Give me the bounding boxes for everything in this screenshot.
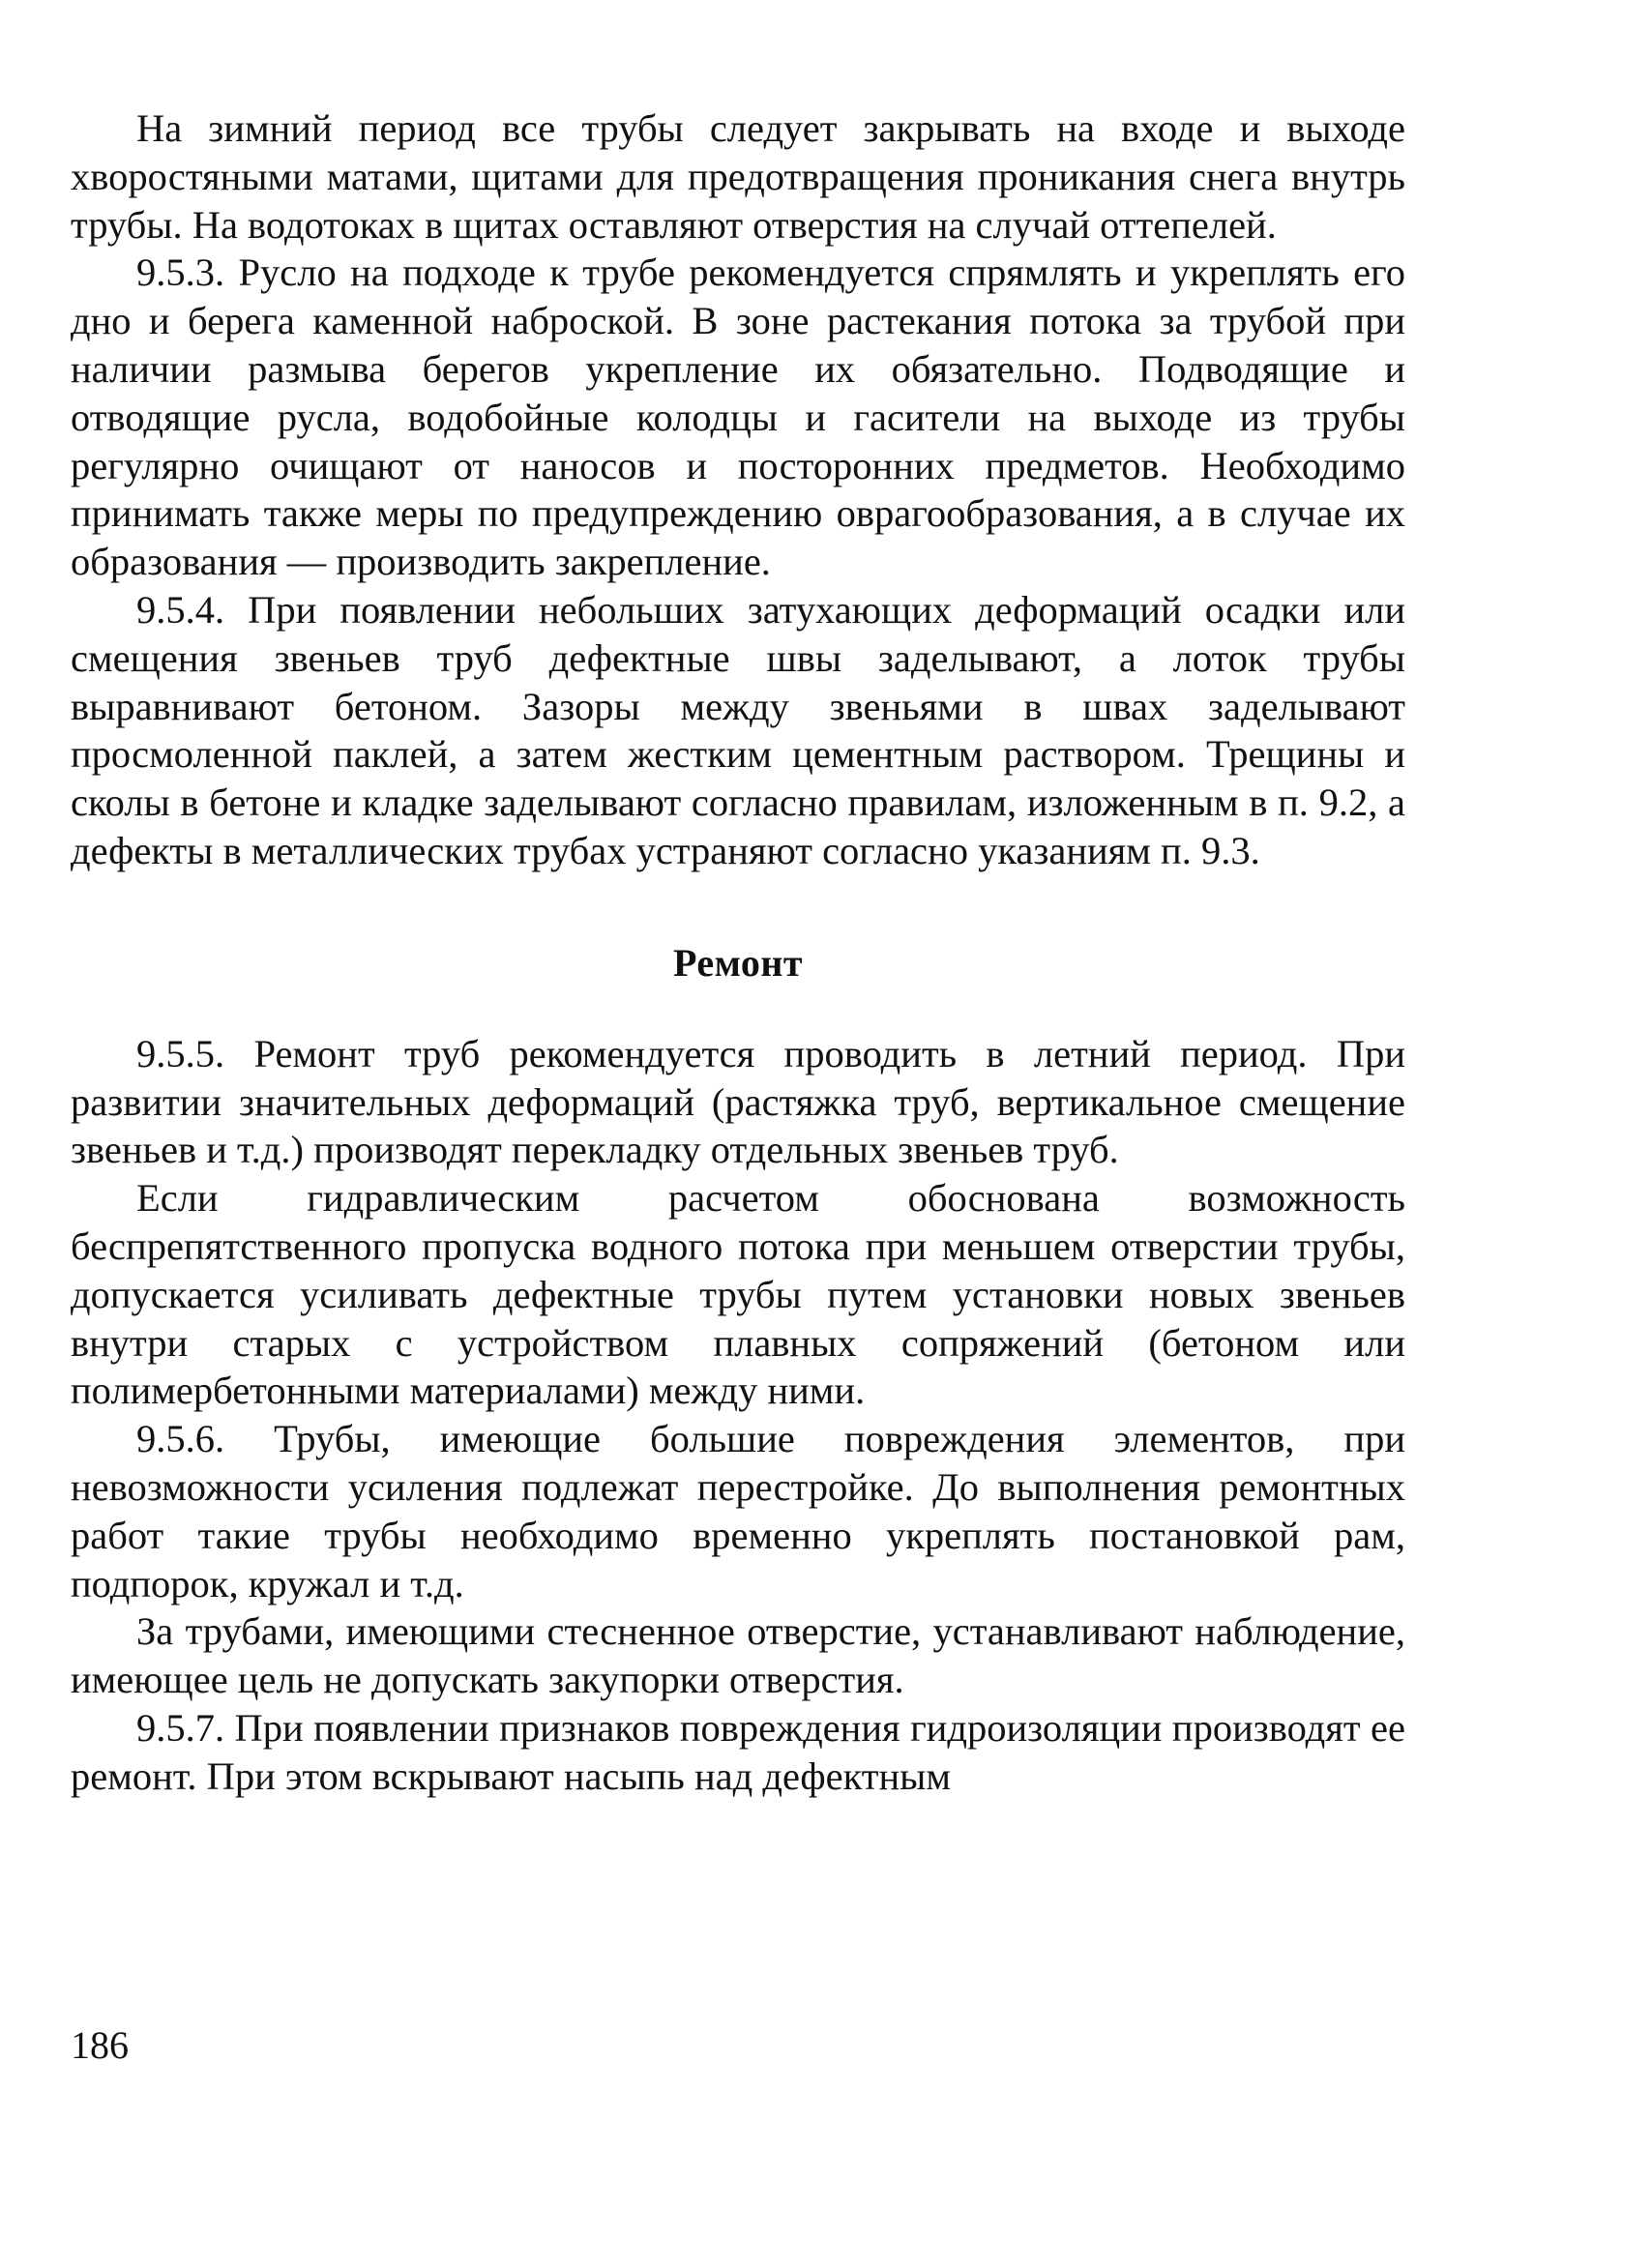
page-number: 186 [71,2023,129,2067]
paragraph-9-5-7: 9.5.7. При появлении признаков повреждения гидроизоляции производят ее ремонт. При этом вскрывают насыпь над дефектным [71,1705,1405,1798]
paragraph-9-5-6: 9.5.6. Трубы, имеющие большие повреждения элементов, при невозможности усиления подлежат перестройке. До выполнения ремонтных работ такие трубы необходимо временно укреплять постановкой рам, подпорок, кружал и т.д. [71,1417,1405,1605]
page-body [71,104,1405,1801]
paragraph-restricted-opening: За трубами, имеющими стесненное отверстие, устанавливают наблюдение, имеющее цель не допускать закупорки отверстия. [71,1609,1405,1702]
paragraph-9-5-4: 9.5.4. При появлении небольших затухающих деформаций осадки или смещения звеньев труб дефектные швы заделывают, а лоток трубы выравнивают бетоном. Зазоры между звеньями в швах заделывают просмоленной паклей, а затем жестким цементным раствором. Трещины и сколы в бетоне и кладке заделывают согласно правилам, изложенным в п. 9.2, а дефекты в металлических трубах устраняют согласно указаниям п. 9.3. [71,587,1405,872]
section-heading-repair: Ремонт [672,940,804,985]
paragraph-hydraulic-calculation: Если гидравлическим расчетом обоснована возможность беспрепятственного пропуска водного потока при меньшем отверстии трубы, допускается усиливать дефектные трубы путем установки новых звеньев внутри старых с устройством плавных сопряжений (бетоном или полимербетонными материалами) между ними. [71,1176,1405,1413]
paragraph-9-5-3: 9.5.3. Русло на подходе к трубе рекомендуется спрямлять и укреплять его дно и берега каменной наброской. В зоне растекания потока за трубой при наличии размыва берегов укрепление их обязательно. Подводящие и отводящие русла, водобойные колодцы и гасители на выходе из трубы регулярно очищают от наносов и посторонних предметов. Необходимо принимать также меры по предупреждению оврагообразования, а в случае их образования — производить закрепление. [71,250,1405,584]
paragraph-winter-closure: На зимний период все трубы следует закрывать на входе и выходе хворостяными матами, щитами для предотвращения проникания снега внутрь трубы. На водотоках в щитах оставляют отверстия на случай оттепелей. [71,106,1405,247]
paragraph-9-5-5: 9.5.5. Ремонт труб рекомендуется проводить в летний период. При развитии значительных деформаций (растяжка труб, вертикальное смещение звеньев и т.д.) производят перекладку отдельных звеньев труб. [71,1031,1405,1172]
